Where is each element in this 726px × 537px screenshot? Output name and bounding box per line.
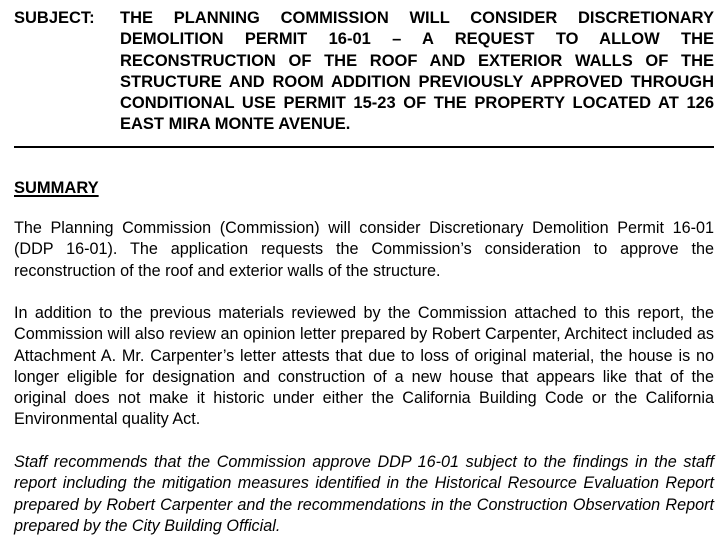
summary-paragraph-2: In addition to the previous materials reviewed by the Commission attached to this report, the Commission will also review an opinion letter prepared by Robert Carpenter, Architect included as Attachment A. Mr. Carpenter’s letter attests that due to loss of original material, the house is no longer eligible for designation and construction of a new house that appears like that of the original does not make it historic under either the California Building Code or the California Environmental quality Act. xyxy=(14,304,714,429)
horizontal-divider xyxy=(14,146,714,148)
subject-label: SUBJECT: xyxy=(14,9,95,27)
summary-heading: SUMMARY xyxy=(14,179,99,197)
summary-paragraph-1: The Planning Commission (Commission) will consider Discretionary Demolition Permit 16-01 (DDP 16-01). The application requests the Commission’s consideration to approve the reconstruction of the roof and exterior walls of the structure. xyxy=(14,219,714,280)
staff-recommendation-paragraph: Staff recommends that the Commission approve DDP 16-01 subject to the findings in the staff report including the mitigation measures identified in the Historical Resource Evaluation Report prepared by Robert Carpenter and the recommendations in the Construction Observation Report prepared by the City Building Official. xyxy=(14,453,714,535)
subject-block xyxy=(14,8,714,136)
subject-text: THE PLANNING COMMISSION WILL CONSIDER DISCRETIONARY DEMOLITION PERMIT 16-01 – A REQUEST TO ALLOW THE RECONSTRUCTION OF THE ROOF AND EXTERIOR WALLS OF THE STRUCTURE AND ROOM ADDITION PREVIOUSLY APPROVED THROUGH CONDITIONAL USE PERMIT 15-23 OF THE PROPERTY LOCATED AT 126 EAST MIRA MONTE AVENUE. xyxy=(120,9,714,134)
